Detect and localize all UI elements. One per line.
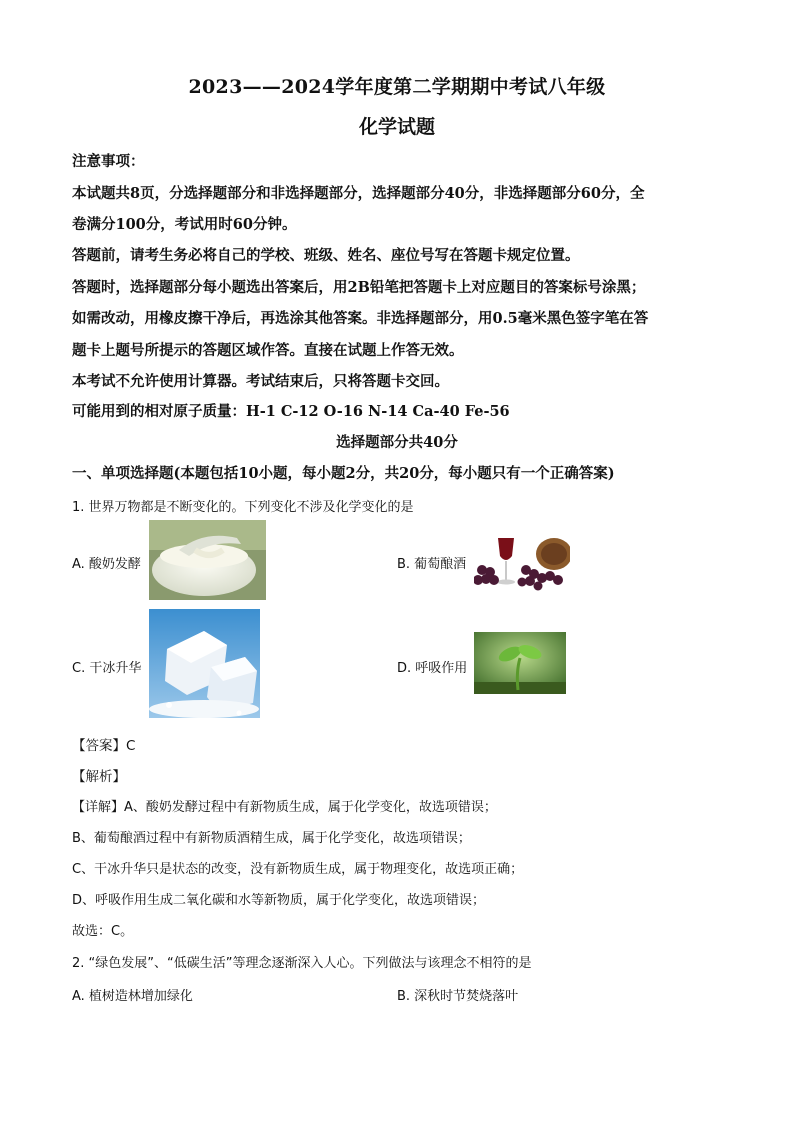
question-2-stem: 2. “绿色发展”、“低碳生活”等理念逐渐深入人心。下列做法与该理念不相符的是 bbox=[72, 956, 532, 971]
analysis-detail: 【详解】A、酸奶发酵过程中有新物质生成，属于化学变化，故选项错误； bbox=[72, 800, 497, 815]
notice-line: 卷满分100分，考试用时60分钟。 bbox=[72, 216, 297, 233]
option-d-label: D. 呼吸作用 bbox=[397, 661, 468, 676]
notice-line: 答题前，请考生务必将自己的学校、班级、姓名、座位号写在答题卡规定位置。 bbox=[72, 247, 580, 264]
subject-title: 化学试题 bbox=[358, 116, 435, 138]
grape-wine-image bbox=[474, 534, 570, 592]
question-1-stem: 1. 世界万物都是不断变化的。下列变化不涉及化学变化的是 bbox=[72, 500, 414, 515]
option-b-label: B. 葡萄酿酒 bbox=[397, 557, 467, 572]
notice-line: 答题时，选择题部分每小题选出答案后，用2B铅笔把答题卡上对应题目的答案标号涂黑； bbox=[72, 279, 646, 296]
notice-line: 如需改动，用橡皮擦干净后，再选涂其他答案。非选择题部分，用0.5毫米黑色签字笔在答 bbox=[72, 310, 649, 327]
notice-line: 本考试不允许使用计算器。考试结束后，只将答题卡交回。 bbox=[72, 373, 449, 390]
part-heading: 一、单项选择题(本题包括10小题，每小题2分，共20分，每小题只有一个正确答案) bbox=[72, 465, 615, 482]
seedling-image bbox=[474, 632, 566, 694]
exam-title: 2023——2024学年度第二学期期中考试八年级 bbox=[188, 76, 606, 98]
analysis-detail: C、干冰升华只是状态的改变，没有新物质生成，属于物理变化，故选项正确； bbox=[72, 862, 524, 877]
analysis-detail: B、葡萄酿酒过程中有新物质酒精生成，属于化学变化，故选项错误； bbox=[72, 831, 471, 846]
yogurt-image bbox=[149, 520, 266, 600]
notice-line: 本试题共8页，分选择题部分和非选择题部分，选择题部分40分，非选择题部分60分，全 bbox=[72, 185, 645, 202]
section-title: 选择题部分共40分 bbox=[336, 434, 458, 451]
atomic-mass-line: 可能用到的相对原子质量：H-1 C-12 O-16 N-14 Ca-40 Fe-56 bbox=[72, 403, 510, 420]
q2-option-b: B. 深秋时节焚烧落叶 bbox=[397, 989, 519, 1004]
answer-line: 【答案】C bbox=[72, 738, 136, 754]
analysis-heading: 【解析】 bbox=[72, 769, 126, 785]
analysis-detail: D、呼吸作用生成二氧化碳和水等新物质，属于化学变化，故选项错误； bbox=[72, 893, 486, 908]
notice-line: 题卡上题号所提示的答题区域作答。直接在试题上作答无效。 bbox=[72, 342, 464, 359]
dry-ice-image bbox=[149, 609, 260, 718]
option-c-label: C. 干冰升华 bbox=[72, 661, 142, 676]
q2-option-a: A. 植树造林增加绿化 bbox=[72, 989, 193, 1004]
option-a-label: A. 酸奶发酵 bbox=[72, 557, 141, 572]
notice-heading: 注意事项： bbox=[72, 153, 145, 170]
analysis-conclusion: 故选：C。 bbox=[72, 924, 134, 939]
